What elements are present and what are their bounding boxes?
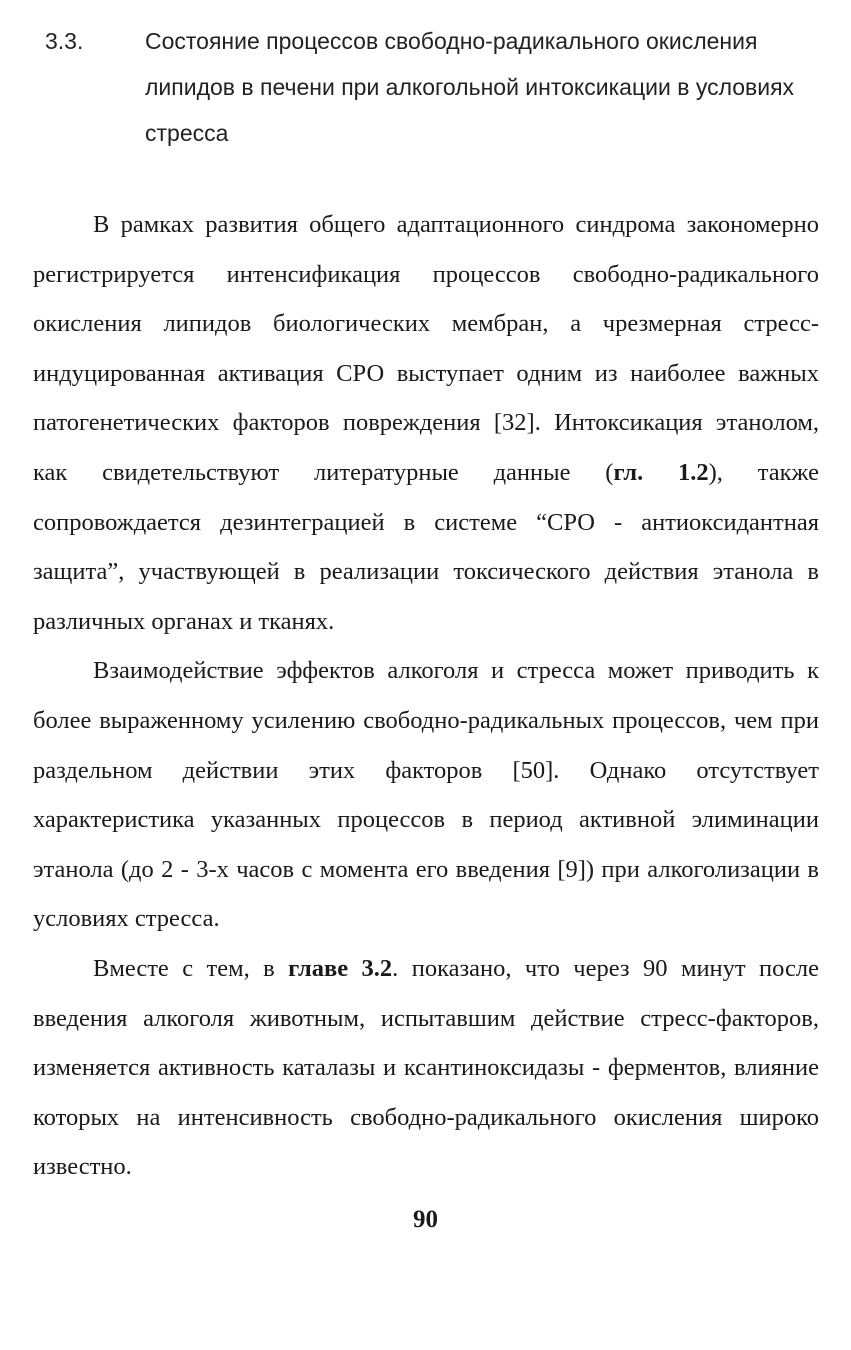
paragraph-3-text-a: Вместе с тем, в [93, 954, 289, 982]
section-heading [45, 18, 825, 156]
chapter-reference-bold: гл. 1.2 [613, 458, 709, 486]
paragraph-1-text-b: ), также сопровождается дезинтеграцией в системе “СРО - антиоксидантная защита”, участвующей в реализации токсического действия этанола в различных органах и тканях. [33, 458, 819, 635]
paragraph-3-text-b: . показано, что через 90 минут после введения алкоголя животным, испытавшим действие стресс-факторов, изменяется активность каталазы и ксантиноксидазы - ферментов, влияние которых на интенсивность свободно-радикального окисления широко известно. [33, 954, 819, 1181]
section-title: Состояние процессов свободно-радикального окисления липидов в печени при алкогольной интоксикации в условиях стресса [145, 28, 795, 146]
paragraph-1-text-a: В рамках развития общего адаптационного синдрома закономерно регистрируется интенсификация процессов свободно-радикального окисления липидов биологических мембран, а чрезмерная стресс-индуцированная активация СРО выступает одним из наиболее важных патогенетических факторов повреждения [32]. Интоксикация этанолом, как свидетельствуют литературные данные ( [33, 211, 819, 486]
paragraph-3 [33, 944, 819, 1192]
paragraph-2: Взаимодействие эффектов алкоголя и стресса может приводить к более выраженному усилению свободно-радикальных процессов, чем при раздельном действии этих факторов [50]. Однако отсутствует характеристика указанных процессов в период активной элиминации этанола (до 2 - 3-х часов с момента его введения [9]) при алкоголизации в условиях стресса. [33, 657, 819, 933]
page-number: 90 [413, 1206, 438, 1233]
section-number: 3.3. [45, 28, 84, 54]
paragraph-1 [33, 200, 819, 646]
section-reference-bold: главе 3.2 [288, 954, 393, 982]
body-text [33, 200, 819, 1192]
